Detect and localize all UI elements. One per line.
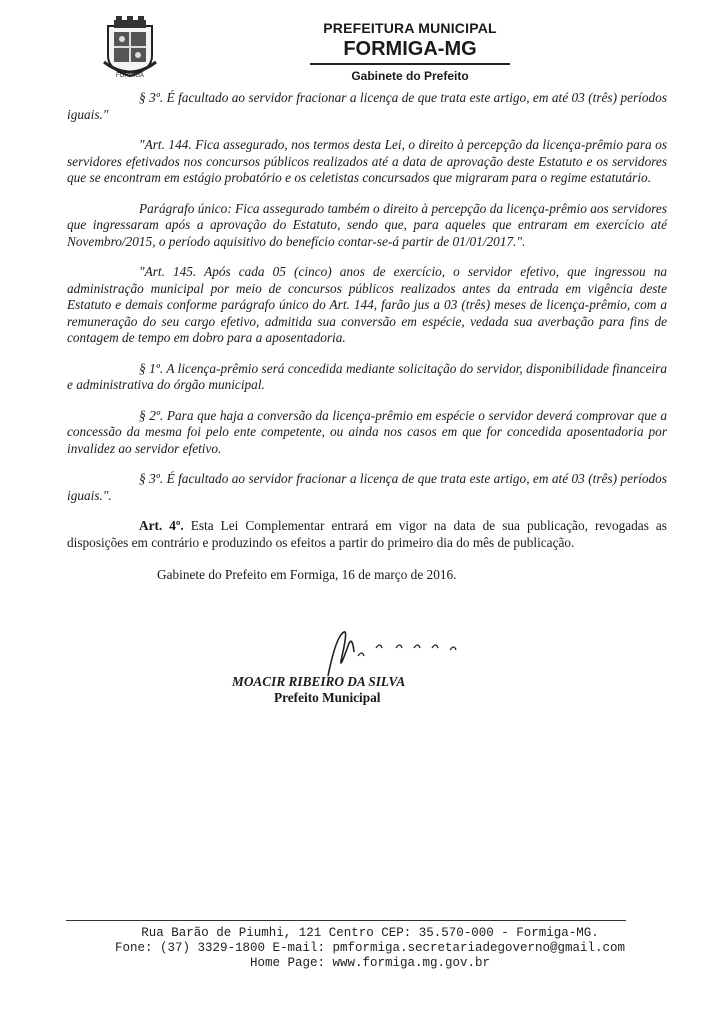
- letterhead-rule: [310, 63, 510, 65]
- paragraph-art4: [67, 518, 667, 551]
- art4-label: Art. 4º.: [139, 518, 184, 533]
- footer-contact: Fone: (37) 3329-1800 E-mail: pmformiga.secretariadegoverno@gmail.com: [114, 941, 626, 955]
- footer-homepage: Home Page: www.formiga.mg.gov.br: [249, 956, 491, 970]
- footer: [60, 926, 680, 971]
- paragraph-art145-par2: § 2º. Para que haja a conversão da licença-prêmio em espécie o servidor deverá comprovar que a concessão da mesma foi pelo ente competente, ou ainda nos casos em que for concedida aposentadoria por invalidez ao servidor efetivo.: [67, 407, 667, 456]
- paragraph-art145-par1: § 1º. A licença-prêmio será concedida mediante solicitação do servidor, disponibilidade financeira e administrativa do órgão municipal.: [67, 360, 667, 392]
- letterhead-title: PREFEITURA MUNICIPAL: [323, 20, 497, 36]
- paragraph-art144-sole: Parágrafo único: Fica assegurado também o direito à percepção da licença-prêmio aos servidores que ingressaram após a aprovação do Estatuto, sendo que, para aqueles que entraram em exercício até Novembro/2015, o período aquisitivo do benefício contar-se-á partir de 01/01/2017.".: [67, 200, 667, 249]
- footer-address: Rua Barão de Piumhi, 121 Centro CEP: 35.570-000 - Formiga-MG.: [141, 926, 599, 940]
- svg-text:FORMIGA: FORMIGA: [116, 73, 144, 79]
- art4-text: Esta Lei Complementar entrará em vigor na data de sua publicação, revogadas as disposições em contrário e produzindo os efeitos a partir do primeiro dia do mês de publicação.: [67, 518, 667, 550]
- letterhead: [290, 20, 530, 83]
- signatory-role: Prefeito Municipal: [274, 690, 381, 705]
- paragraph-art145-par3: § 3º. É facultado ao servidor fracionar a licença de que trata este artigo, em até 03 (três) períodos iguais.".: [67, 471, 667, 503]
- paragraph-art143-par3: § 3º. É facultado ao servidor fracionar a licença de que trata este artigo, em até 03 (três) períodos iguais.": [67, 90, 667, 122]
- letterhead-subtitle: Gabinete do Prefeito: [351, 68, 469, 83]
- paragraph-art144: "Art. 144. Fica assegurado, nos termos desta Lei, o direito à percepção da licença-prêmio para os servidores efetivados nos concursos públicos realizados até a data de aprovação deste Estatuto e os servidores que se encontram em estágio probatório e os celetistas concursados que migraram para o regime estatutário.: [67, 137, 667, 185]
- footer-rule: [66, 920, 626, 921]
- document-body: [67, 90, 667, 584]
- municipal-crest-logo: [100, 16, 160, 82]
- signatory-name: MOACIR RIBEIRO DA SILVA: [232, 674, 406, 689]
- paragraph-art145: "Art. 145. Após cada 05 (cinco) anos de exercício, o servidor efetivo, que ingressou na administração municipal por meio de concursos públicos realizados antes da entrada em vigência deste Estatuto e demais conforme parágrafo único do Art. 144, farão jus a 03 (três) meses de licença-prêmio, com a remuneração do seu cargo efetivo, admitida sua conversão em espécie, vedada sua averbação para fins de contagem de tempo em dobro para a aposentadoria.: [67, 264, 667, 345]
- letterhead-city: FORMIGA-MG: [343, 38, 477, 60]
- date-line: Gabinete do Prefeito em Formiga, 16 de março de 2016.: [157, 567, 457, 582]
